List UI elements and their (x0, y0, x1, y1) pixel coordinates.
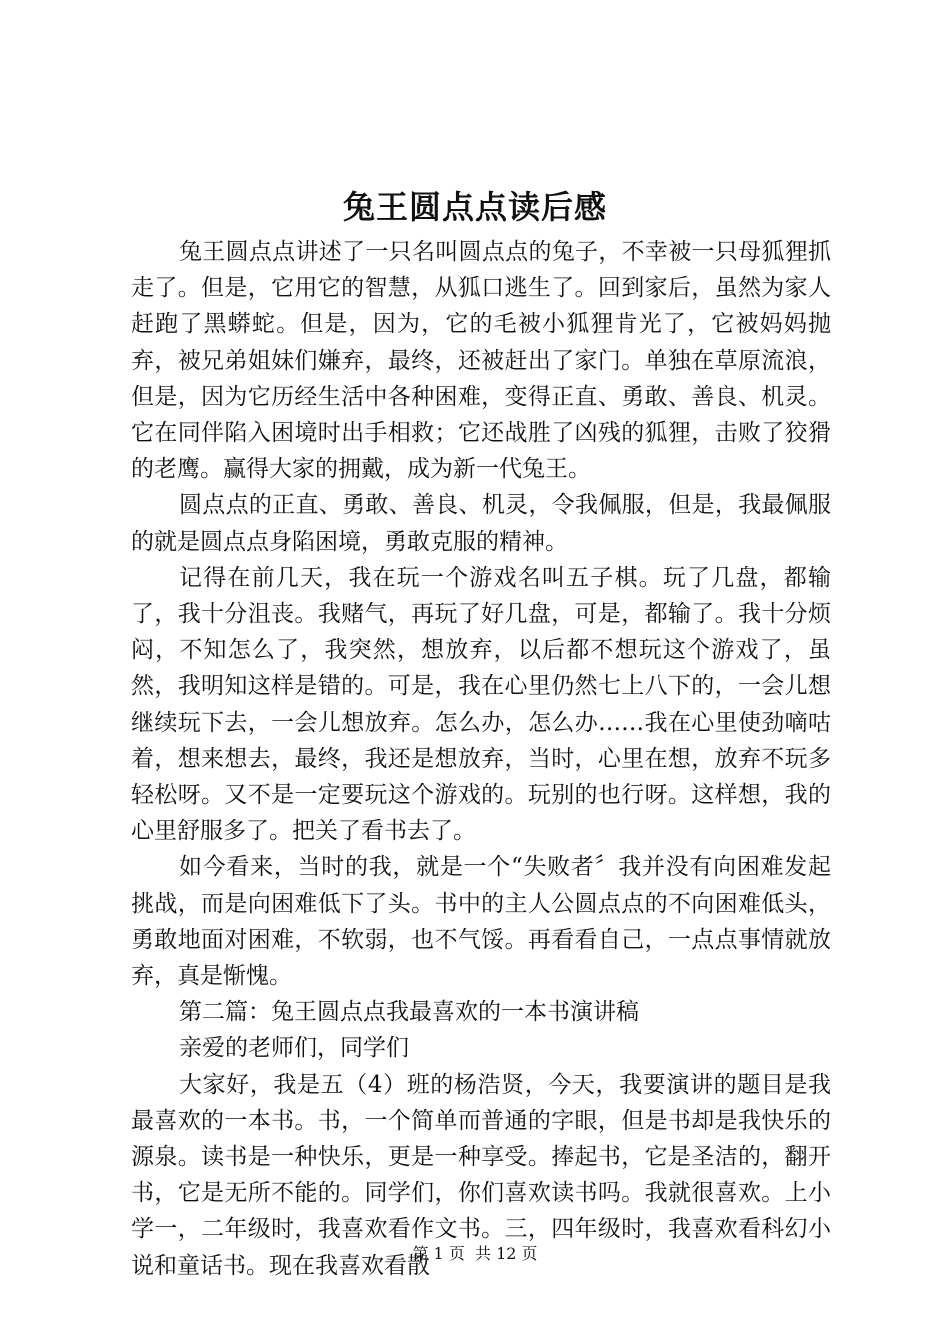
document-body (131, 234, 831, 1284)
page-number: 第 1 页 共 12 页 (412, 1244, 538, 1263)
paragraph-1: 兔王圆点点讲述了一只名叫圆点点的兔子，不幸被一只母狐狸抓走了。但是，它用它的智慧，从狐口逃生了。回到家后，虽然为家人赶跑了黑蟒蛇。但是，因为，它的毛被小狐狸肯光了，它被妈妈抛弃，被兄弟姐妹们嫌弃，最终，还被赶出了家门。单独在草原流浪，但是，因为它历经生活中各种困难，变得正直、勇敢、善良、机灵。它在同伴陷入困境时出手相救；它还战胜了凶残的狐狸，击败了狡猾的老鹰。赢得大家的拥戴，成为新一代兔王。 (131, 239, 831, 483)
salutation: 亲爱的老师们，同学们 (179, 1035, 409, 1062)
document-title: 兔王圆点点读后感 (342, 188, 607, 226)
page-footer (0, 1243, 950, 1265)
section-heading: 第二篇：兔王圆点点我最喜欢的一本书演讲稿 (179, 999, 639, 1026)
paragraph-5: 大家好，我是五（4）班的杨浩贤，今天，我要演讲的题目是我最喜欢的一本书。书，一个简单而普通的字眼，但是书却是我快乐的源泉。读书是一种快乐，更是一种享受。捧起书，它是圣洁的，翻开书，它是无所不能的。同学们，你们喜欢读书吗。我就很喜欢。上小学一，二年级时，我喜欢看作文书。三，四年级时，我喜欢看科幻小说和童话书。现在我喜欢看散 (131, 1071, 831, 1279)
paragraph-4: 如今看来，当时的我，就是一个“失败者〞我并没有向困难发起挑战，而是向困难低下了头。书中的主人公圆点点的不向困难低头，勇敢地面对困难，不软弱，也不气馁。再看看自己，一点点事情就放弃，真是惭愧。 (131, 854, 831, 990)
paragraph-3: 记得在前几天，我在玩一个游戏名叫五子棋。玩了几盘，都输了，我十分沮丧。我赌气，再玩了好几盘，可是，都输了。我十分烦闷，不知怎么了，我突然，想放弃，以后都不想玩这个游戏了，虽然，我明知这样是错的。可是，我在心里仍然七上八下的，一会儿想继续玩下去，一会儿想放弃。怎么办，怎么办……我在心里使劲嘀咕着，想来想去，最终，我还是想放弃，当时，心里在想，放弃不玩多轻松呀。又不是一定要玩这个游戏的。玩别的也行呀。这样想，我的心里舒服多了。把关了看书去了。 (131, 564, 831, 845)
paragraph-2: 圆点点的正直、勇敢、善良、机灵，令我佩服，但是，我最佩服的就是圆点点身陷困境，勇敢克服的精神。 (131, 492, 831, 555)
